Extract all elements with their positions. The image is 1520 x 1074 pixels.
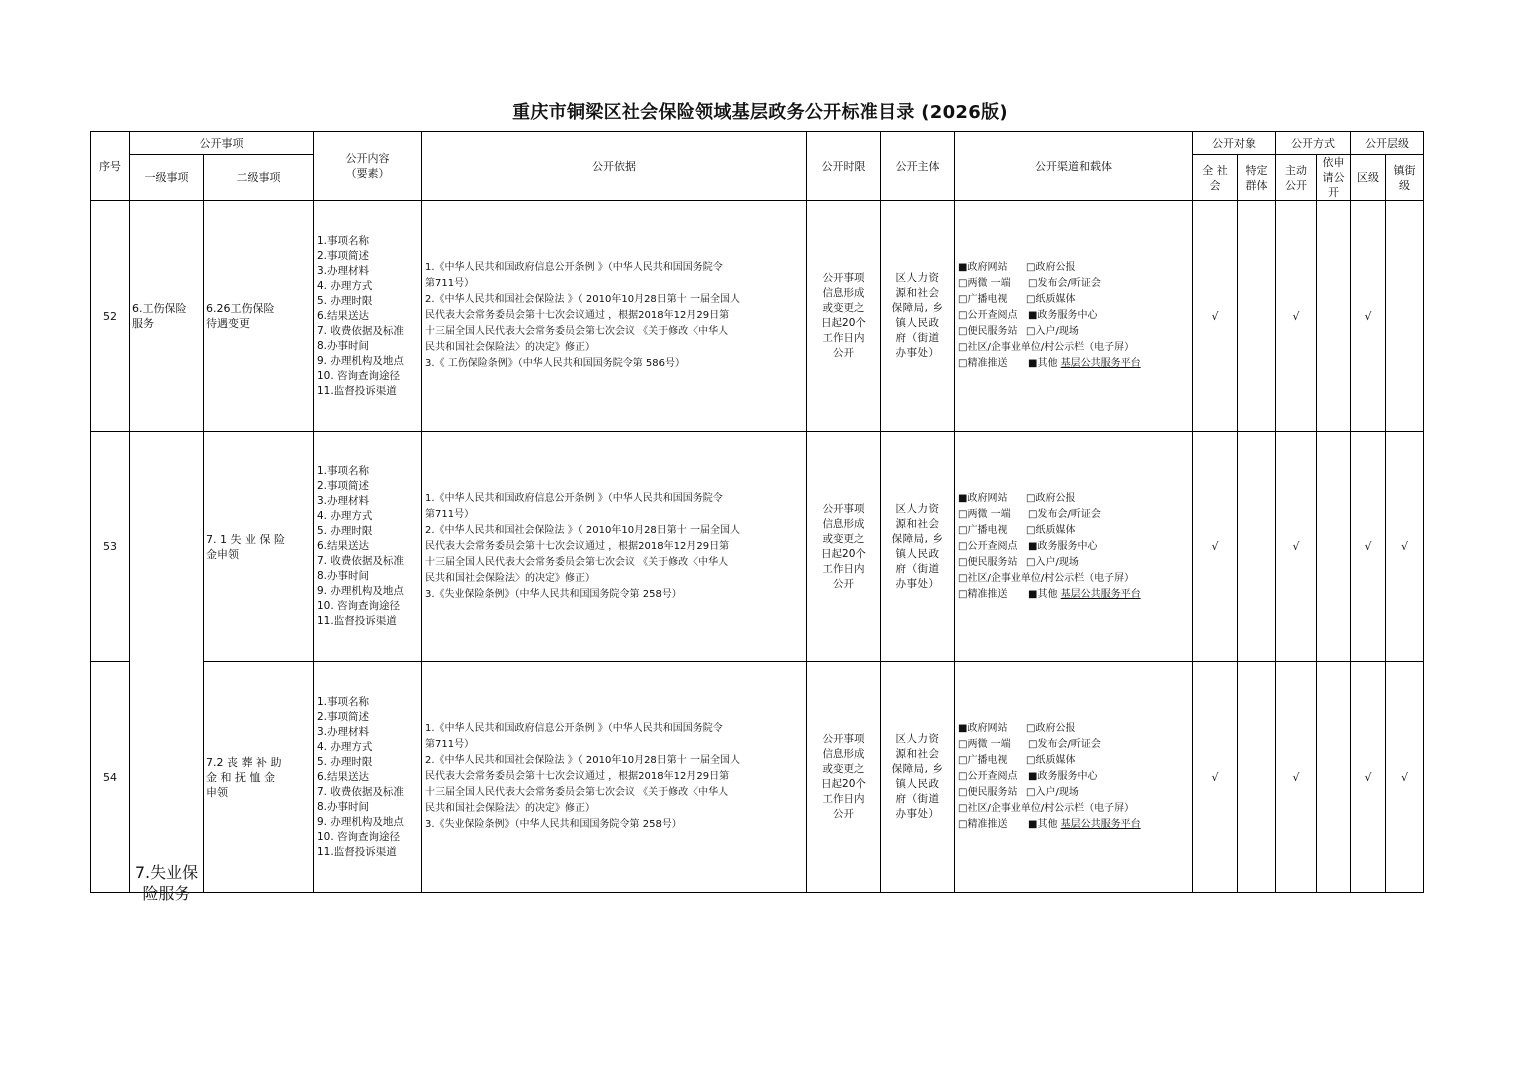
- basis-line: 2.《中华人民共和国社会保险法 》（ 2010年10月28日第十 一届全国人: [425, 755, 740, 766]
- channel-option: ■政务服务中心: [1028, 310, 1098, 321]
- requirement-item: 4. 办理方式: [317, 279, 373, 292]
- row-requirements: [314, 201, 422, 432]
- requirement-item: 4. 办理方式: [317, 740, 373, 753]
- row-seq: 52: [91, 201, 130, 432]
- channel-option: □便民服务站: [958, 326, 1018, 337]
- basis-line: 民共和国社会保险法〉的决定》修正）: [425, 342, 595, 353]
- time-line: 日起20个: [821, 778, 866, 790]
- row-level2-line: 金 和 抚 恤 金: [206, 770, 275, 784]
- channel-option: □两微 一端: [958, 508, 1011, 520]
- requirement-item: 3.办理材料: [317, 725, 370, 738]
- check-method-request: [1317, 662, 1351, 893]
- header-target-all: [1193, 155, 1238, 201]
- channel-option: □公开查阅点: [958, 540, 1018, 552]
- header-line: 开: [1328, 186, 1339, 199]
- basis-line: 十三届全国人民代表大会常务委员会第七次会议 《关于修改〈中华人: [425, 787, 729, 798]
- row-level2-line: 6.26工伤保险: [206, 302, 275, 315]
- basis-line: 2.《中华人民共和国社会保险法 》（ 2010年10月28日第十 一届全国人: [425, 524, 740, 536]
- header-line: 级: [1399, 178, 1410, 192]
- channel-option: ■政府网站: [958, 492, 1008, 504]
- header-line: 镇街: [1393, 163, 1416, 177]
- header-target-specific: [1238, 155, 1276, 201]
- check-target-specific: [1238, 662, 1276, 893]
- channel-option: □两微 一端: [958, 278, 1011, 289]
- channel-option-other-text: 基层公共服务平台: [1060, 588, 1141, 600]
- channel-line: [958, 276, 1192, 292]
- time-line: 公开: [833, 577, 854, 590]
- row-level2: [204, 432, 314, 662]
- channel-line: [958, 721, 1192, 737]
- basis-line: 1.《中华人民共和国政府信息公开条例 》（中华人民共和国国务院令: [425, 492, 723, 504]
- check-level-district: √: [1351, 662, 1386, 893]
- basis-line: 十三届全国人民代表大会常务委员会第七次会议 《关于修改〈中华人: [425, 556, 729, 568]
- check-target-specific: [1238, 432, 1276, 662]
- basis-line: 民代表大会常务委员会第十七次会议通过 ，根据2018年12月29日第: [425, 540, 730, 552]
- table-row: [91, 432, 1424, 662]
- requirement-item: 4. 办理方式: [317, 510, 373, 522]
- channel-line: [958, 260, 1192, 276]
- time-line: 信息形成: [822, 517, 865, 530]
- row-level2-line: 金申领: [206, 547, 239, 561]
- channel-option: □公开查阅点: [958, 771, 1018, 782]
- check-level-town: √: [1386, 432, 1424, 662]
- channel-option: □两微 一端: [958, 739, 1011, 750]
- channel-line: [958, 539, 1192, 555]
- channel-option: □政府公报: [1026, 723, 1076, 734]
- basis-line: 第711号）: [425, 278, 475, 289]
- check-target-all: √: [1193, 201, 1238, 432]
- header-line: 主动: [1285, 163, 1307, 177]
- channel-line: [958, 491, 1192, 507]
- requirement-item: 9. 办理机构及地点: [317, 354, 404, 367]
- requirement-item: 6.结果送达: [317, 540, 370, 552]
- requirement-item: 5. 办理时限: [317, 294, 373, 307]
- row-channels: [955, 662, 1193, 893]
- basis-line: 3.《 工伤保险条例》（中华人民共和国国务院令第 586号）: [425, 358, 685, 369]
- row-basis: [422, 201, 807, 432]
- time-line: 工作日内: [822, 332, 865, 344]
- check-method-active: √: [1276, 432, 1317, 662]
- subject-line: 府（街道: [895, 793, 940, 805]
- basis-line: 第711号）: [425, 739, 475, 750]
- header-line: 全 社: [1202, 163, 1228, 177]
- time-line: 公开: [833, 808, 854, 820]
- header-basis: 公开依据: [422, 132, 807, 201]
- basis-line: 2.《中华人民共和国社会保险法 》（ 2010年10月28日第十 一届全国人: [425, 294, 740, 305]
- requirement-item: 2.事项简述: [317, 480, 370, 492]
- row-level1-line: 7.失业保: [134, 863, 199, 882]
- row-level2-line: 7. 1 失 业 保 险: [206, 532, 285, 546]
- requirement-item: 8.办事时间: [317, 570, 370, 582]
- time-line: 日起20个: [821, 547, 866, 560]
- channel-option: □精准推送: [958, 358, 1008, 369]
- channel-option: □入户/现场: [1026, 326, 1079, 337]
- requirement-item: 1.事项名称: [317, 465, 370, 477]
- basis-line: 民代表大会常务委员会第十七次会议通过 ，根据2018年12月29日第: [425, 310, 730, 321]
- time-line: 工作日内: [822, 562, 865, 575]
- check-method-active: √: [1276, 201, 1317, 432]
- header-seq: 序号: [91, 132, 130, 201]
- subject-line: 办事处）: [895, 347, 940, 359]
- row-level1-line: 险服务: [142, 884, 191, 903]
- subject-line: 办事处）: [895, 808, 940, 820]
- channel-line: [958, 308, 1192, 324]
- channel-option: □精准推送: [958, 588, 1008, 600]
- requirement-item: 10. 咨询查询途径: [317, 830, 401, 843]
- channel-option: ■政府网站: [958, 723, 1008, 734]
- subject-line: 镇人民政: [895, 547, 940, 560]
- row-level1-line: 服务: [132, 317, 154, 330]
- header-channel: 公开渠道和载体: [955, 132, 1193, 201]
- subject-line: 府（街道: [895, 562, 940, 575]
- subject-line: 镇人民政: [895, 317, 940, 329]
- row-subject: [881, 201, 955, 432]
- requirement-item: 8.办事时间: [317, 800, 370, 813]
- check-method-active: √: [1276, 662, 1317, 893]
- requirement-item: 10. 咨询查询途径: [317, 600, 401, 612]
- row-level1: [130, 201, 204, 432]
- channel-option: □社区/企事业单位/村公示栏（电子屏）: [958, 342, 1135, 353]
- time-line: 日起20个: [821, 317, 866, 329]
- row-time: [807, 201, 881, 432]
- header-content-line: 公开内容: [345, 152, 390, 165]
- header-items-group: 公开事项: [130, 132, 314, 155]
- requirement-item: 9. 办理机构及地点: [317, 815, 404, 828]
- header-method-group: 公开方式: [1276, 132, 1351, 155]
- channel-option: □入户/现场: [1026, 787, 1079, 798]
- channel-option: ■其他: [1028, 819, 1058, 830]
- header-line: 特定: [1245, 163, 1268, 177]
- requirement-item: 5. 办理时限: [317, 755, 373, 768]
- requirement-item: 11.监督投诉渠道: [317, 615, 397, 627]
- header-time: 公开时限: [807, 132, 881, 201]
- channel-option: □发布会/听证会: [1028, 739, 1101, 750]
- basis-line: 民代表大会常务委员会第十七次会议通过 ，根据2018年12月29日第: [425, 771, 730, 782]
- channel-option: ■其他: [1028, 588, 1058, 600]
- time-line: 公开事项: [822, 733, 865, 745]
- subject-line: 区人力资: [895, 733, 940, 745]
- subject-line: 府（街道: [895, 332, 940, 344]
- requirement-item: 7. 收费依据及标准: [317, 785, 404, 798]
- channel-line: [958, 769, 1192, 785]
- requirement-item: 10. 咨询查询途径: [317, 369, 401, 382]
- time-line: 或变更之: [822, 532, 865, 545]
- channel-option: ■其他: [1028, 358, 1058, 369]
- channel-line: [958, 571, 1192, 587]
- requirement-item: 5. 办理时限: [317, 525, 373, 537]
- requirement-item: 6.结果送达: [317, 770, 370, 783]
- row-level2: [204, 201, 314, 432]
- table-row: [91, 662, 1424, 893]
- row-level1-merged: [130, 432, 204, 903]
- requirement-item: 7. 收费依据及标准: [317, 555, 404, 567]
- time-line: 公开事项: [822, 502, 865, 515]
- channel-option: □纸质媒体: [1026, 294, 1076, 305]
- header-line: 请公: [1322, 171, 1345, 184]
- subject-line: 区人力资: [895, 272, 940, 284]
- header-line: 依申: [1322, 156, 1345, 169]
- channel-line: [958, 785, 1192, 801]
- basis-line: 1.《中华人民共和国政府信息公开条例 》（中华人民共和国国务院令: [425, 723, 723, 734]
- requirement-item: 11.监督投诉渠道: [317, 845, 397, 858]
- header-line: 公开: [1285, 178, 1307, 192]
- header-level-town: [1386, 155, 1424, 201]
- check-level-town: √: [1386, 662, 1424, 893]
- header-target-group: 公开对象: [1193, 132, 1276, 155]
- header-content-line: （要素）: [345, 167, 390, 180]
- channel-option: □政府公报: [1026, 492, 1076, 504]
- channel-option: □广播电视: [958, 524, 1008, 536]
- check-method-request: [1317, 432, 1351, 662]
- channel-line: [958, 340, 1192, 356]
- check-method-request: [1317, 201, 1351, 432]
- time-line: 或变更之: [822, 763, 865, 775]
- requirement-item: 11.监督投诉渠道: [317, 384, 397, 397]
- row-level1-line: 6.工伤保险: [132, 302, 187, 315]
- channel-option-other-text: 基层公共服务平台: [1060, 819, 1141, 830]
- header-method-request: [1317, 155, 1351, 201]
- channel-option: □纸质媒体: [1026, 524, 1076, 536]
- requirement-item: 6.结果送达: [317, 309, 370, 322]
- time-line: 或变更之: [822, 302, 865, 314]
- channel-option: □发布会/听证会: [1028, 508, 1101, 520]
- basis-line: 十三届全国人民代表大会常务委员会第七次会议 《关于修改〈中华人: [425, 326, 729, 337]
- channel-option: □广播电视: [958, 755, 1008, 766]
- basis-line: 第711号）: [425, 508, 475, 520]
- channel-option: □入户/现场: [1026, 556, 1079, 568]
- channel-line: [958, 817, 1192, 833]
- requirement-item: 2.事项简述: [317, 710, 370, 723]
- header-line: 群体: [1245, 178, 1268, 192]
- check-level-district: √: [1351, 432, 1386, 662]
- catalog-table: [90, 131, 1424, 903]
- time-line: 公开事项: [822, 272, 865, 284]
- subject-line: 保障局, 乡: [891, 763, 944, 775]
- basis-line: 1.《中华人民共和国政府信息公开条例 》（中华人民共和国国务院令: [425, 262, 723, 273]
- requirement-item: 7. 收费依据及标准: [317, 324, 404, 337]
- subject-line: 保障局, 乡: [891, 532, 944, 545]
- row-channels: [955, 201, 1193, 432]
- page-title: 重庆市铜梁区社会保险领域基层政务公开标准目录 (2026版): [512, 102, 1008, 123]
- basis-line: 民共和国社会保险法〉的决定》修正）: [425, 803, 595, 814]
- channel-line: [958, 753, 1192, 769]
- basis-line: 3.《失业保险条例》（中华人民共和国国务院令第 258号）: [425, 819, 682, 830]
- channel-option: □广播电视: [958, 294, 1008, 305]
- subject-line: 区人力资: [895, 502, 940, 515]
- channel-line: [958, 555, 1192, 571]
- subject-line: 源和社会: [895, 748, 940, 760]
- row-level2-line: 申领: [206, 785, 228, 799]
- requirement-item: 9. 办理机构及地点: [317, 585, 404, 597]
- channel-option: □精准推送: [958, 819, 1008, 830]
- subject-line: 镇人民政: [895, 778, 940, 790]
- requirement-item: 8.办事时间: [317, 339, 370, 352]
- time-line: 工作日内: [822, 793, 865, 805]
- subject-line: 源和社会: [895, 517, 940, 530]
- table-row: [91, 201, 1424, 432]
- channel-line: [958, 801, 1192, 817]
- channel-line: [958, 587, 1192, 603]
- row-level2-line: 7.2 丧 葬 补 助: [206, 755, 282, 769]
- channel-option: □社区/企事业单位/村公示栏（电子屏）: [958, 572, 1135, 584]
- row-basis: [422, 432, 807, 662]
- basis-line: 3.《失业保险条例》（中华人民共和国国务院令第 258号）: [425, 588, 682, 600]
- channel-option: □发布会/听证会: [1028, 278, 1101, 289]
- channel-line: [958, 292, 1192, 308]
- channel-option: □纸质媒体: [1026, 755, 1076, 766]
- channel-line: [958, 356, 1192, 372]
- row-level2: [204, 662, 314, 893]
- requirement-item: 3.办理材料: [317, 264, 370, 277]
- row-seq: 54: [91, 662, 130, 893]
- row-requirements: [314, 432, 422, 662]
- channel-option: ■政府网站: [958, 262, 1008, 273]
- requirement-item: 2.事项简述: [317, 249, 370, 262]
- header-level1: 一级事项: [130, 155, 204, 201]
- requirement-item: 1.事项名称: [317, 234, 370, 247]
- subject-line: 办事处）: [895, 577, 940, 590]
- header-content: [314, 132, 422, 201]
- header-subject: 公开主体: [881, 132, 955, 201]
- time-line: 公开: [833, 347, 854, 359]
- channel-line: [958, 523, 1192, 539]
- channel-option-other-text: 基层公共服务平台: [1060, 358, 1141, 369]
- row-basis: [422, 662, 807, 893]
- requirement-item: 1.事项名称: [317, 695, 370, 708]
- row-subject: [881, 432, 955, 662]
- header-method-active: [1276, 155, 1317, 201]
- channel-option: □社区/企事业单位/村公示栏（电子屏）: [958, 803, 1135, 814]
- row-time: [807, 432, 881, 662]
- row-seq: 53: [91, 432, 130, 662]
- row-level2-line: 待遇变更: [206, 317, 250, 330]
- channel-option: □公开查阅点: [958, 310, 1018, 321]
- time-line: 信息形成: [822, 287, 865, 299]
- check-target-all: √: [1193, 432, 1238, 662]
- header-line: 会: [1209, 178, 1221, 192]
- channel-option: ■政务服务中心: [1028, 540, 1098, 552]
- channel-option: □便民服务站: [958, 556, 1018, 568]
- check-target-specific: [1238, 201, 1276, 432]
- header-level-group: 公开层级: [1351, 132, 1424, 155]
- row-subject: [881, 662, 955, 893]
- row-time: [807, 662, 881, 893]
- channel-line: [958, 324, 1192, 340]
- channel-line: [958, 737, 1192, 753]
- merged-wrap: [130, 862, 203, 904]
- requirement-item: 3.办理材料: [317, 495, 370, 507]
- channel-option: ■政务服务中心: [1028, 771, 1098, 782]
- row-requirements: [314, 662, 422, 893]
- header-level-district: 区级: [1351, 155, 1386, 201]
- check-target-all: √: [1193, 662, 1238, 893]
- basis-line: 民共和国社会保险法〉的决定》修正）: [425, 572, 595, 584]
- check-level-district: √: [1351, 201, 1386, 432]
- time-line: 信息形成: [822, 748, 865, 760]
- channel-option: □政府公报: [1026, 262, 1076, 273]
- channel-option: □便民服务站: [958, 787, 1018, 798]
- subject-line: 源和社会: [895, 287, 940, 299]
- header-level2: 二级事项: [204, 155, 314, 201]
- check-level-town: [1386, 201, 1424, 432]
- row-channels: [955, 432, 1193, 662]
- channel-line: [958, 507, 1192, 523]
- subject-line: 保障局, 乡: [891, 302, 944, 314]
